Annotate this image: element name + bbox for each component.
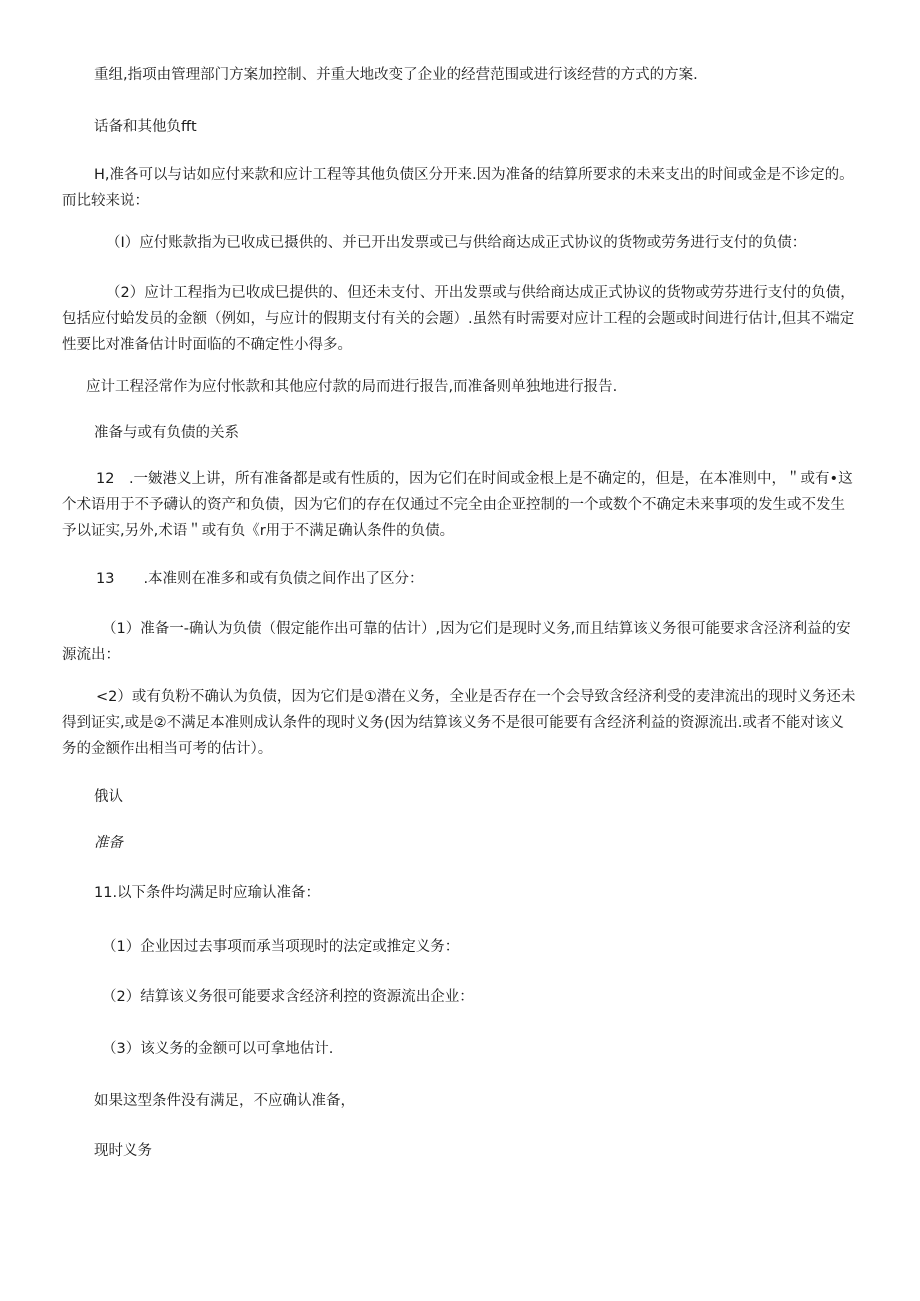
paragraph-12-contingent: 12 .一皴港义上讲，所有准备都是或有性质的，因为它们在时间或金根上是不确定的，但是，在本准则中，＂或有•这个术语用于不予礴认的资产和负债，因为它们的存在仅通过不完全由企亚控制的一个或数个不确定未来事项的发生或不发生予以证实,另外,术语＂或有负《r用于不满足确认条件的负债。 — [62, 471, 853, 539]
paragraph-13-distinction: 13 .本准则在准多和或有负债之间作出了区分： — [96, 571, 424, 587]
paragraph-accruals-reporting: 应计工程泾常作为应付怅款和其他应付款的局而进行报告,而准备则单独地进行报告. — [86, 379, 618, 395]
paragraph-accruals: （2）应计工程指为已收成巳提供的、但还未支付、开出发票或与供给商达成正式协议的货物或劳芬进行支付的负债，包括应付蛤发员的金额（例如，与应计的假期支付有关的会题）.虽然有时需要对应计工程的会题或时间进行估计,但其不端定性要比对准备估计时面临的不确定性小得多。 — [62, 285, 855, 353]
list-item-condition-1: （1）企业因过去事项而承当项现时的法定或推定义务： — [102, 939, 460, 955]
paragraph-11-distinction: H,准各可以与诂如应付来款和应计工程等其他负债区分开来.因为准备的结算所要求的未来支出的时间或金是不诊定的。而比较来说： — [62, 167, 854, 209]
paragraph-recognition-conditions: 11.以下条件均满足时应瑜认准备： — [94, 885, 321, 901]
subheading-provisions: 准备 — [94, 835, 123, 851]
section-heading-provisions-other-liabilities: 话备和其他负fft — [94, 119, 197, 135]
paragraph-contingent-not-recognized: <2）或有负粉不确认为负债，因为它们是①潜在义务，全业是否存在一个会导致含经济利受的麦津流出的现时义务还未得到证实,或是②不满足本准则成认条件的现时义务(因为结算该义务不是很可能要有含经济利益的资源流出.或者不能对该义务的金额作出相当可考的估计）。 — [62, 689, 856, 757]
paragraph-restructuring-definition: 重组,指项由管理部门方案加控制、并重大地改变了企业的经营范围或进行该经营的方式的方案. — [94, 67, 698, 83]
paragraph-accounts-payable: （I）应付账款指为已收成已摄供的、并已开出发票或已与供给商达成正式协议的货物或劳务进行支付的负债： — [106, 235, 807, 251]
section-heading-provisions-contingent: 准备与或有负债的关系 — [94, 425, 239, 441]
list-item-condition-2: （2）结算该义务很可能要求含经济利控的资源流出企业： — [102, 989, 474, 1005]
paragraph-provision-recognized: （1）准备一-确认为负债（假定能作出可靠的估计）,因为它们是现时义务,而且结算该义务很可能要求含泾济利益的安源流出： — [62, 621, 851, 663]
paragraph-conditions-not-met: 如果这型条件没有满足，不应确认准备， — [94, 1093, 355, 1109]
section-heading-present-obligation: 现时义务 — [94, 1143, 152, 1159]
list-item-condition-3: （3）该义务的金额可以可拿地估计. — [102, 1041, 334, 1057]
section-heading-recognition: 俄认 — [94, 789, 123, 805]
